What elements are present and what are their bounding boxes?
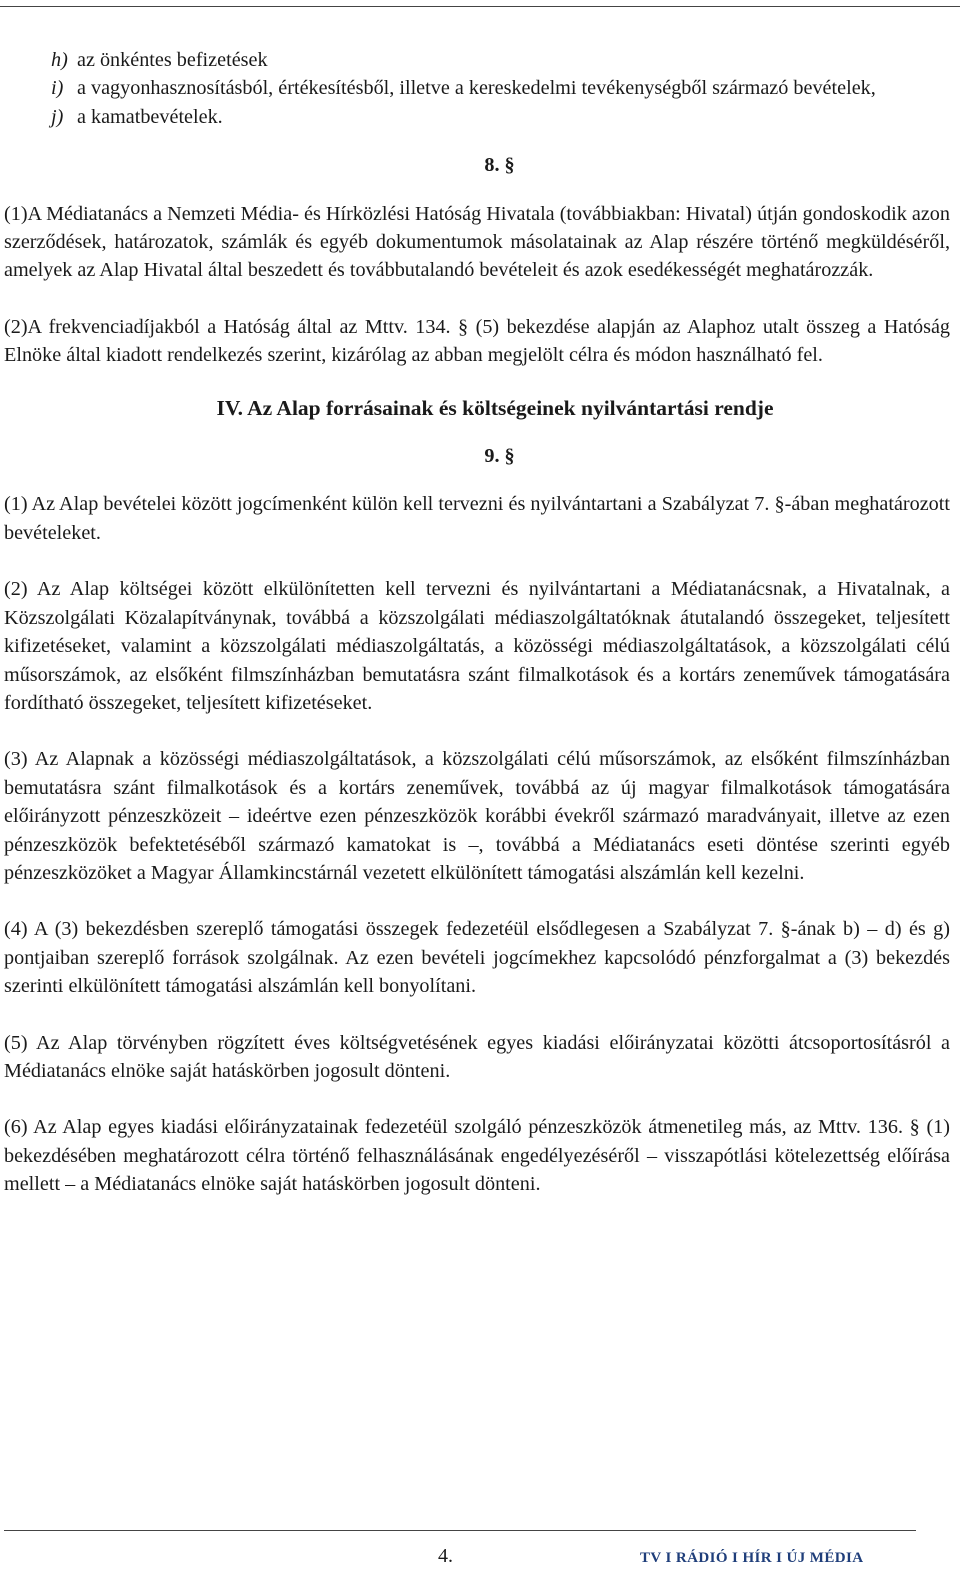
section-9-paragraph-2: (2) Az Alap költségei között elkülönítetten kell tervezni és nyilvántartani a Médiatanácsnak, a Hivatalnak, a Közszolgálati Közalapítványnak, továbbá a közszolgálati médiaszolgáltatóknak átutalandó összegeket, teljesített kifizetéseket, valamint a közszolgálati médiaszolgáltatás, a közösségi médiaszolgáltatások, a közszolgálati célú műsorszámok, az elsőként filmszínházban bemutatásra szánt filmalkotások és a kortárs zeneművek támogatására fordítható összegeket, teljesített kifizetéseket. bbox=[4, 578, 950, 714]
section-9-paragraph-6: (6) Az Alap egyes kiadási előirányzatainak fedezetéül szolgáló pénzeszközök átmenetileg más, az Mttv. 136. § (1) bekezdésében meghatározott célra történő felhasználásának engedélyezéséről – visszapótlási kötelezettség előírása mellett – a Médiatanács elnöke saját hatáskörben jogosult dönteni. bbox=[4, 1116, 950, 1196]
income-list bbox=[51, 46, 950, 131]
page-number: 4. bbox=[438, 1545, 453, 1567]
list-item-label: j) bbox=[51, 105, 64, 128]
list-item bbox=[51, 74, 950, 102]
chapter-heading: IV. Az Alap forrásainak és költségeinek nyilvántartási rendje bbox=[216, 395, 774, 420]
section-9-paragraph-4: (4) A (3) bekezdésben szereplő támogatási összegek fedezetéül elsődlegesen a Szabályzat 7. §-ának b) – d) és g) pontjaiban szereplő források szolgálnak. Az ezen bevételi jogcímekhez kapcsolódó pénzforgalmat a (3) bekezdés szerinti elkülönített támogatási alszámlán kell bonyolítani. bbox=[4, 918, 950, 998]
footer-brand: TV I RÁDIÓ I HÍR I ÚJ MÉDIA bbox=[640, 1550, 864, 1566]
section-9-heading: 9. § bbox=[484, 445, 515, 468]
section-8-paragraph-2: (2)A frekvenciadíjakból a Hatóság által az Mttv. 134. § (5) bekezdése alapján az Alaphoz utalt összeg a Hatóság Elnöke által kiadott rendelkezés szerint, kizárólag az abban megjelölt célra és módon használható fel. bbox=[4, 315, 950, 367]
section-8-heading: 8. § bbox=[484, 154, 515, 177]
section-9-paragraph-1: (1) Az Alap bevételei között jogcímenként külön kell tervezni és nyilvántartani a Szabályzat 7. §-ában meghatározott bevételeket. bbox=[4, 493, 950, 544]
document-page bbox=[4, 46, 950, 1199]
list-item-label: h) bbox=[51, 49, 68, 71]
section-9-paragraph-5: (5) Az Alap törvényben rögzített éves költségvetésének egyes kiadási előirányzatai közötti átcsoportosításról a Médiatanács elnöke saját hatáskörben jogosult dönteni. bbox=[4, 1031, 950, 1082]
list-item bbox=[51, 46, 950, 74]
list-item-text: a kamatbevételek. bbox=[77, 105, 223, 128]
footer-rule bbox=[4, 1530, 916, 1531]
section-8-paragraph-1: (1)A Médiatanács a Nemzeti Média- és Hírközlési Hatóság Hivatala (továbbiakban: Hivatal) útján gondoskodik azon szerződések, határozatok, számlák és egyéb dokumentumok másolatainak az Alap részére történő megküldéséről, amelyek az Alap Hivatal által beszedett és továbbutalandó bevételeit és azok esedékességét meghatározzák. bbox=[4, 202, 950, 282]
section-9-paragraph-3: (3) Az Alapnak a közösségi médiaszolgáltatások, a közszolgálati célú műsorszámok, az elsőként filmszínházban bemutatásra szánt filmalkotások és a kortárs zeneművek, továbbá az új magyar filmalkotások támogatására előirányzott pénzeszközeit – ideértve ezen pénzeszközök korábbi évekről származó maradványait, illetve az ezen pénzeszközök befektetéséből származó kamatokat is –, továbbá a Médiatanács eseti döntése szerinti egyéb pénzeszközöket a Magyar Államkincstárnál vezetett elkülönített támogatási alszámlán kell kezelni. bbox=[4, 748, 950, 884]
top-rule bbox=[0, 6, 960, 7]
list-item-text: a vagyonhasznosításból, értékesítésből, illetve a kereskedelmi tevékenységből származó bevételek, bbox=[77, 77, 876, 100]
list-item-text: az önkéntes befizetések bbox=[77, 49, 268, 71]
list-item bbox=[51, 103, 950, 131]
list-item-label: i) bbox=[51, 77, 64, 100]
